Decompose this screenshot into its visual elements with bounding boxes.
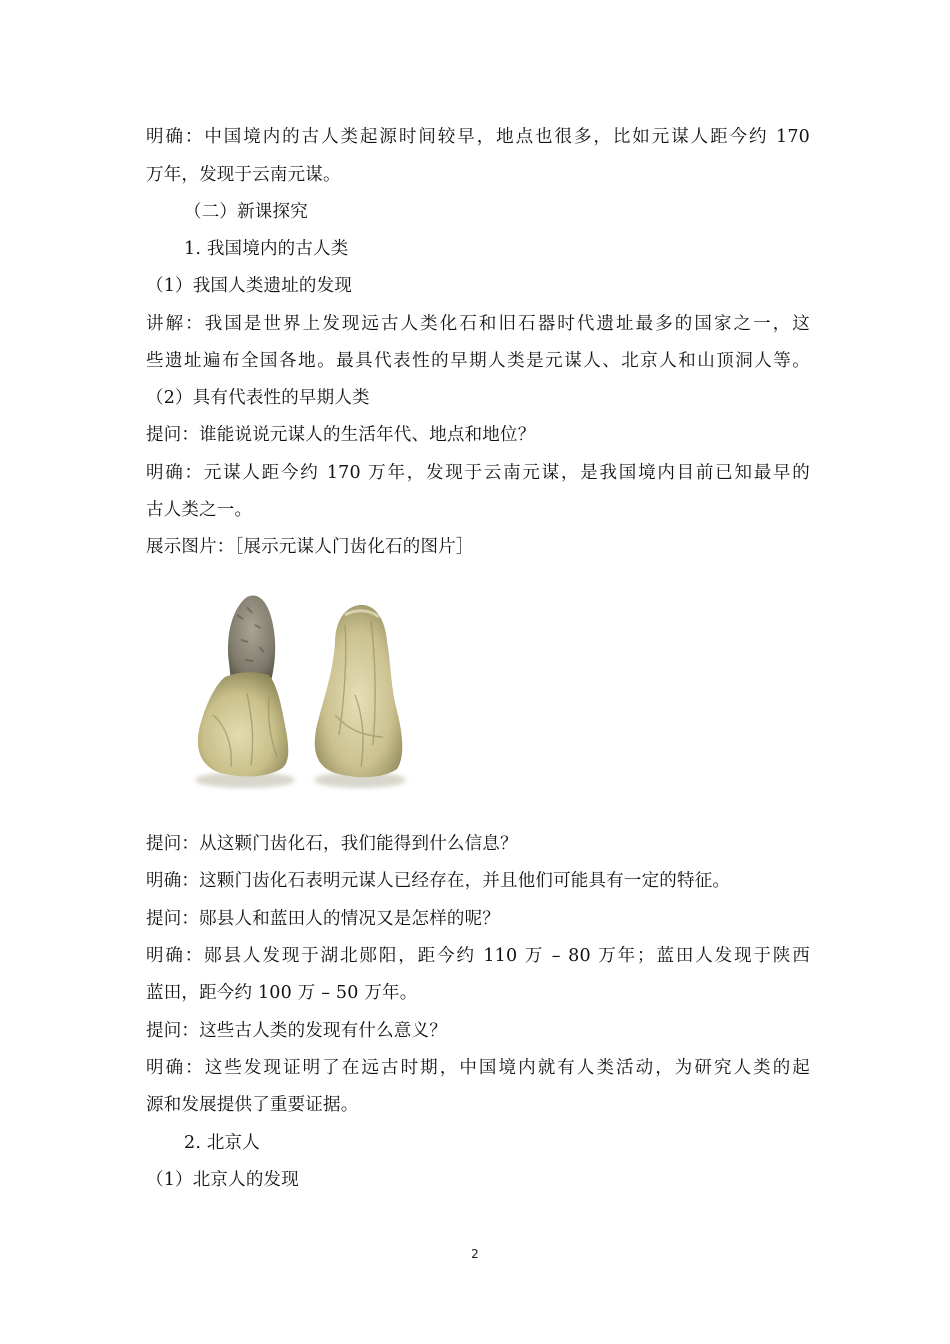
subsection-heading: （1）北京人的发现 bbox=[146, 1170, 299, 1190]
subsection-heading: 1. 我国境内的古人类 bbox=[184, 239, 349, 259]
subsection-heading: 2. 北京人 bbox=[184, 1133, 260, 1153]
subsection-heading: （2）具有代表性的早期人类 bbox=[146, 388, 370, 408]
tooth-fossil-image bbox=[185, 585, 430, 795]
paragraph-line: 万年，发现于云南元谋。 bbox=[146, 165, 341, 185]
paragraph-line: 些遗址遍布全国各地。最具代表性的早期人类是元谋人、北京人和山顶洞人等。 bbox=[146, 351, 810, 371]
paragraph-line: 明确：这些发现证明了在远古时期，中国境内就有人类活动，为研究人类的起 bbox=[146, 1058, 810, 1078]
paragraph-line: 源和发展提供了重要证据。 bbox=[146, 1095, 359, 1115]
question-line: 提问：谁能说说元谋人的生活年代、地点和地位？ bbox=[146, 425, 536, 445]
question-line: 提问：从这颗门齿化石，我们能得到什么信息？ bbox=[146, 834, 518, 854]
paragraph-line: 讲解：我国是世界上发现远古人类化石和旧石器时代遗址最多的国家之一，这 bbox=[146, 314, 810, 334]
paragraph-line: 明确：元谋人距今约 170 万年，发现于云南元谋，是我国境内目前已知最早的 bbox=[146, 463, 810, 483]
subsection-heading: （1）我国人类遗址的发现 bbox=[146, 276, 353, 296]
page-number: 2 bbox=[471, 1247, 479, 1261]
question-line: 提问：郧县人和蓝田人的情况又是怎样的呢？ bbox=[146, 909, 500, 929]
paragraph-line: 明确：这颗门齿化石表明元谋人已经存在，并且他们可能具有一定的特征。 bbox=[146, 871, 731, 891]
paragraph-line: 古人类之一。 bbox=[146, 500, 253, 520]
paragraph-line: 明确：郧县人发现于湖北郧阳，距今约 110 万 – 80 万年；蓝田人发现于陕西 bbox=[146, 946, 810, 966]
question-line: 提问：这些古人类的发现有什么意义？ bbox=[146, 1021, 447, 1041]
image-caption-line: 展示图片：［展示元谋人门齿化石的图片］ bbox=[146, 537, 474, 557]
section-heading: （二）新课探究 bbox=[184, 202, 308, 222]
paragraph-line: 蓝田，距今约 100 万 – 50 万年。 bbox=[146, 983, 418, 1003]
paragraph-line: 明确：中国境内的古人类起源时间较早，地点也很多，比如元谋人距今约 170 bbox=[146, 127, 810, 147]
